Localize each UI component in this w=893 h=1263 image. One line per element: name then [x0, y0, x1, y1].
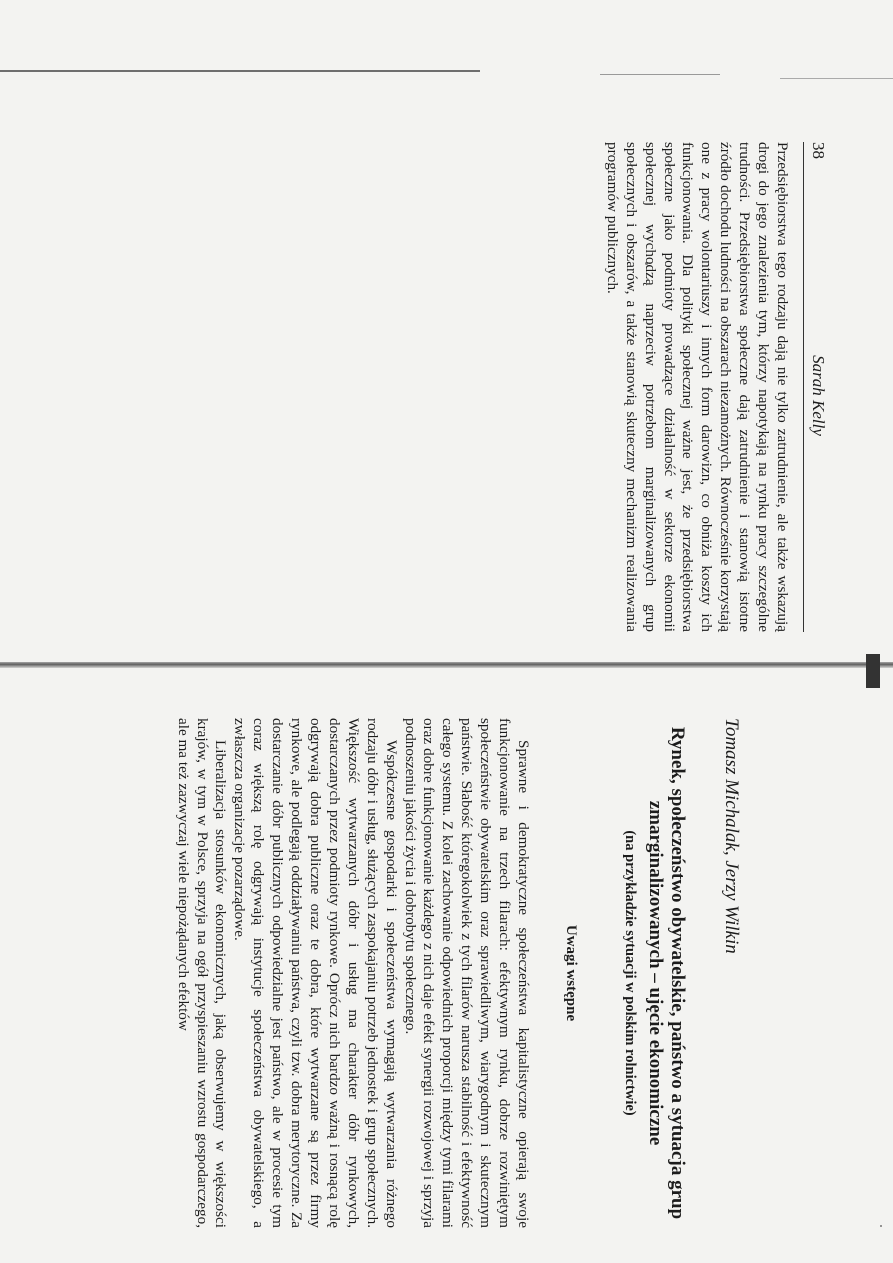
page-edge-line — [600, 74, 720, 75]
chapter-authors: Tomasz Michalak, Jerzy Wilkin — [721, 718, 742, 954]
section-heading: Uwagi wstępne — [563, 924, 579, 1022]
left-page — [602, 142, 828, 632]
running-header: Sarah Kelly — [809, 355, 828, 436]
page-header — [803, 142, 828, 632]
book-gutter-shadow — [866, 654, 880, 688]
paragraph: Współczesne gospodarki i społeczeństwa wymagają wytwarzania różnego rodzaju dóbr i usług, służących zaspokajaniu potrzeb jednostek i grup społecznych. Większość wytwarzanych dóbr i usług ma charakter dóbr rynkowych, dostarczanych przez podmioty rynkowe. Oprócz nich bardzo ważną i rosnącą rolę odgrywają dobra publiczne oraz te dobra, które wytwarzane są przez firmy rynkowe, ale podlegają oddziaływaniu państwa, czyli tzw. dobra merytoryczne. Za dostarczanie dóbr publicznych odpowiedzialne jest państwo, ale w procesie tym coraz większą rolę odgrywają instytucje społeczeństwa obywatelskiego, a zwłaszcza organizacje pozarządowe. — [231, 718, 400, 1228]
page-number: 38 — [809, 142, 828, 159]
paragraph: Sprawne i demokratyczne społeczeństwa kapitalistyczne opierają swoje funkcjonowanie na trzech filarach: efektywnym rynku, dobrze rozwiniętym społeczeństwie obywatelskim oraz sprawiedliwym, wiarygodnym i skutecznym państwie. Słabość któregokolwiek z tych filarów narusza stabilność i efektywność całego systemu. Z kolei zachowanie odpowiednich proporcji między tymi filarami oraz dobre funkcjonowanie każdego z nich daje efekt synergii rozwojowej i sprzyja podnoszeniu jakości życia i dobrobytu społecznego. — [401, 718, 532, 1228]
body-text — [602, 142, 791, 632]
paragraph: Liberalizacja stosunków ekonomicznych, jaką obserwujemy w większości krajów, w tym w Polsce, sprzyja na ogół przyspieszaniu wzrostu gospodarczego, ale ma też zazwyczaj wiele niepożądanych efektów — [174, 718, 230, 1228]
page-edge-line — [0, 70, 480, 72]
paragraph: Przedsiębiorstwa tego rodzaju dają nie tylko zatrudnienie, ale także wskazują drogi do jego znalezienia tym, którzy napotykają na rynku pracy szczególne trudności. Przedsiębiorstwa społeczne dają zatrudnienie i stanowią istotne źródło dochodu ludności na obszarach niezamożnych. Równocześnie korzystają one z pracy wolontariuszy i innych form darowizn, co obniża koszty ich funkcjonowania. Dla polityki społecznej ważne jest, że przedsiębiorstwa społeczne jako podmioty prowadzące działalność w sektorze ekonomii społecznej wychodzą naprzeciw potrzebom marginalizowanych grup społecznych i obszarów, a także stanowią skuteczny mechanizm realizowania programów publicznych. — [603, 142, 791, 632]
chapter-title: Rynek, społeczeństwo obywatelskie, państwo a sytuacja grup zmarginalizowanych – ujęcie ekonomiczne — [645, 726, 688, 1220]
book-gutter — [0, 662, 893, 668]
chapter-subtitle: (na przykładzie sytuacji w polskim rolnictwie) — [622, 830, 638, 1116]
dust-speck — [880, 1225, 882, 1227]
body-text — [173, 718, 532, 1228]
page-edge-line — [780, 78, 893, 79]
right-page — [173, 718, 742, 1228]
